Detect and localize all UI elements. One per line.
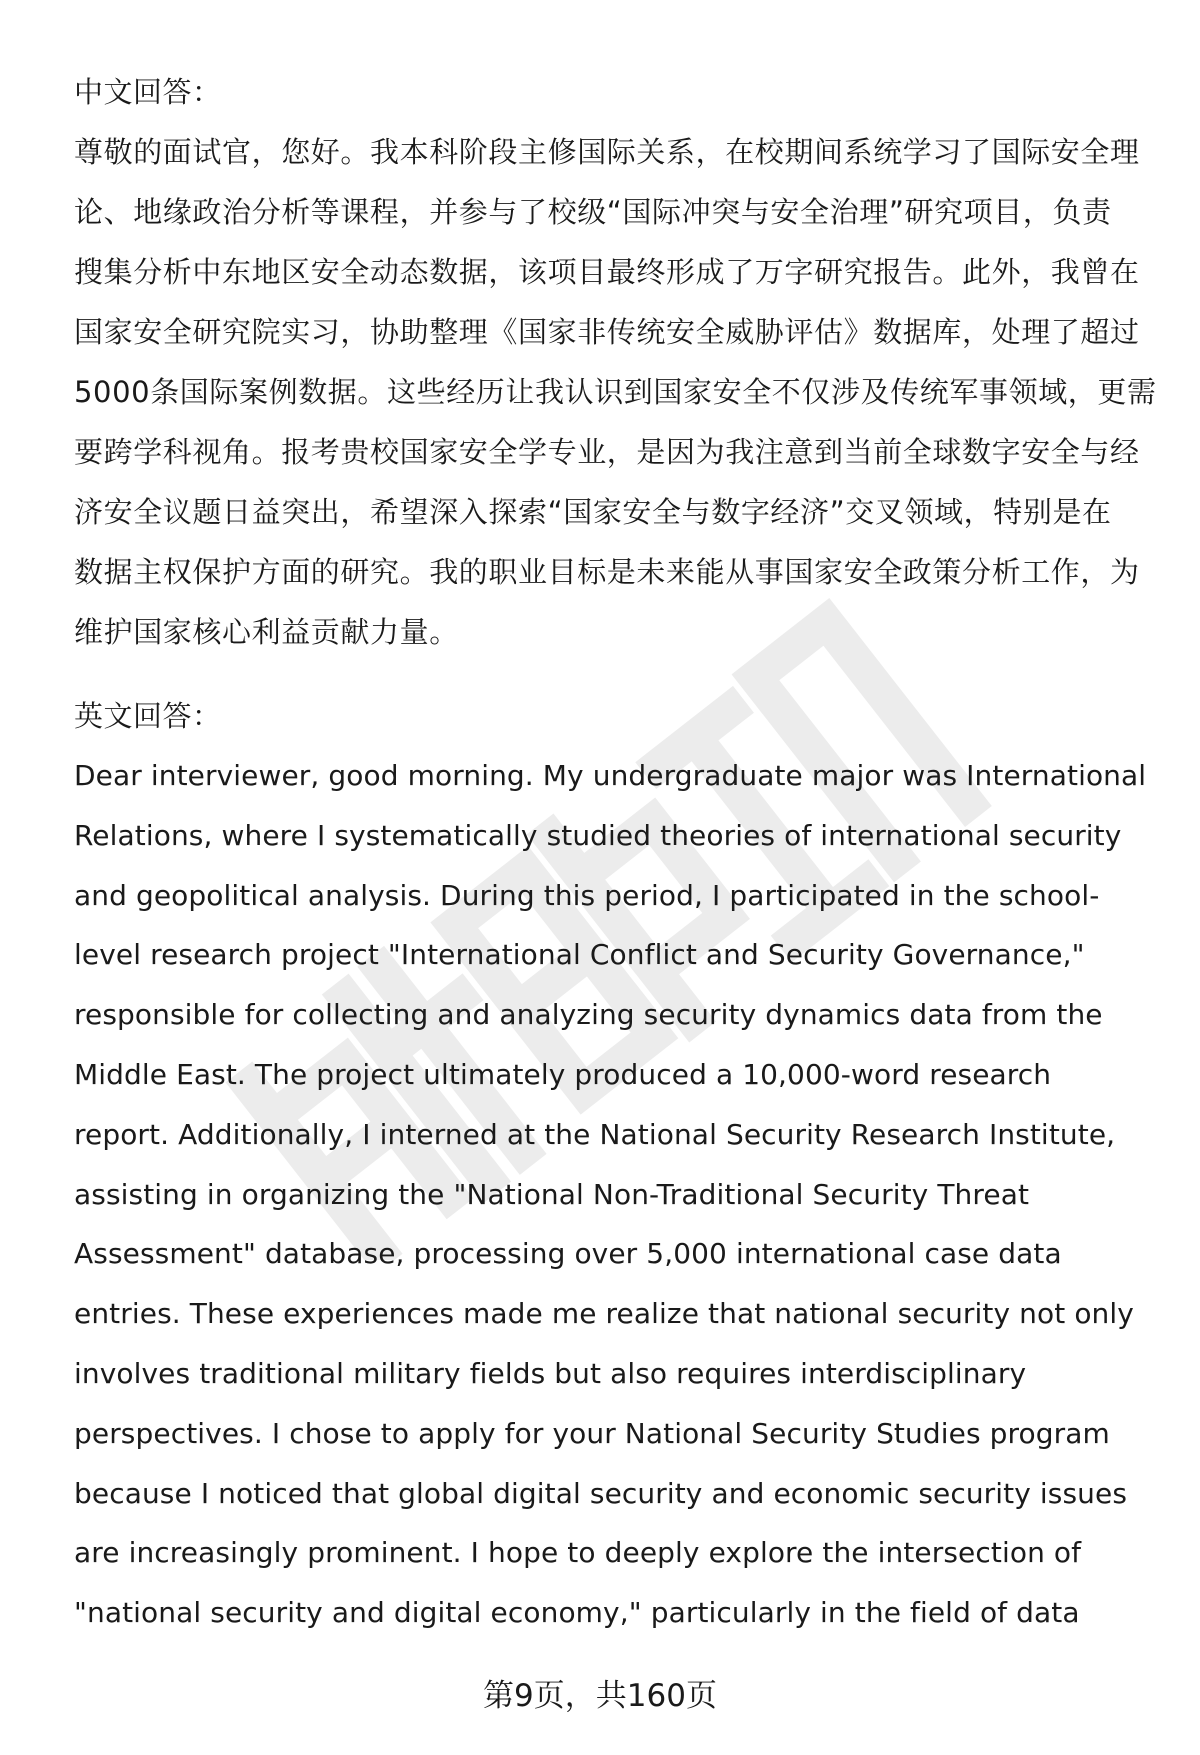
english-answer-line: involves traditional military fields but also requires interdisciplinary	[74, 1356, 1027, 1390]
chinese-answer-line: 国家安全研究院实习，协助整理《国家非传统安全威胁评估》数据库，处理了超过	[74, 315, 1140, 349]
chinese-answer-line: 数据主权保护方面的研究。我的职业目标是未来能从事国家安全政策分析工作，为	[74, 555, 1140, 589]
section-spacer	[74, 662, 1164, 686]
chinese-answer-line: 论、地缘政治分析等课程，并参与了校级“国际冲突与安全治理”研究项目，负责	[74, 195, 1112, 229]
english-answer-line: perspectives. I chose to apply for your National Security Studies program	[74, 1416, 1110, 1450]
english-answer-line: and geopolitical analysis. During this period, I participated in the school-	[74, 878, 1100, 912]
english-answer-line: Dear interviewer, good morning. My undergraduate major was International	[74, 759, 1147, 792]
page-number-footer: 第9页，共160页	[483, 1678, 717, 1714]
english-answer-line: Relations, where I systematically studied theories of international security	[74, 818, 1122, 852]
english-answer-line: assisting in organizing the "National Non-Traditional Security Threat	[74, 1177, 1030, 1211]
chinese-answer-line: 维护国家核心利益贡献力量。	[74, 615, 459, 649]
english-answer-line: because I noticed that global digital security and economic security issues	[74, 1476, 1128, 1510]
english-answer-line: are increasingly prominent. I hope to deeply explore the intersection of	[74, 1536, 1082, 1570]
english-answer-label: 英文回答：	[74, 699, 222, 733]
english-answer-line: entries. These experiences made me realize that national security not only	[74, 1297, 1134, 1331]
chinese-answer-line: 尊敬的面试官，您好。我本科阶段主修国际关系，在校期间系统学习了国际安全理	[74, 135, 1140, 169]
english-answer-line: responsible for collecting and analyzing security dynamics data from the	[74, 998, 1103, 1032]
chinese-answer-line: 搜集分析中东地区安全动态数据，该项目最终形成了万字研究报告。此外，我曾在	[74, 255, 1140, 289]
english-answer-line: Middle East. The project ultimately produced a 10,000-word research	[74, 1057, 1052, 1091]
chinese-answer-body	[74, 122, 1164, 662]
english-answer-line: level research project "International Conflict and Security Governance,"	[74, 938, 1085, 972]
english-answer-line: report. Additionally, I interned at the National Security Research Institute,	[74, 1117, 1116, 1151]
answer-content	[74, 62, 1164, 1643]
english-answer-body	[74, 746, 1164, 1643]
english-answer-line: "national security and digital economy," particularly in the field of data	[74, 1596, 1080, 1630]
chinese-answer-line: 要跨学科视角。报考贵校国家安全学专业，是因为我注意到当前全球数字安全与经	[74, 435, 1140, 469]
chinese-answer-line: 济安全议题日益突出，希望深入探索“国家安全与数字经济”交叉领域，特别是在	[74, 495, 1112, 529]
english-answer-line: Assessment" database, processing over 5,000 international case data	[74, 1237, 1062, 1271]
chinese-answer-line: 5000条国际案例数据。这些经历让我认识到国家安全不仅涉及传统军事领域，更需	[74, 375, 1157, 409]
chinese-answer-label: 中文回答：	[74, 75, 222, 109]
